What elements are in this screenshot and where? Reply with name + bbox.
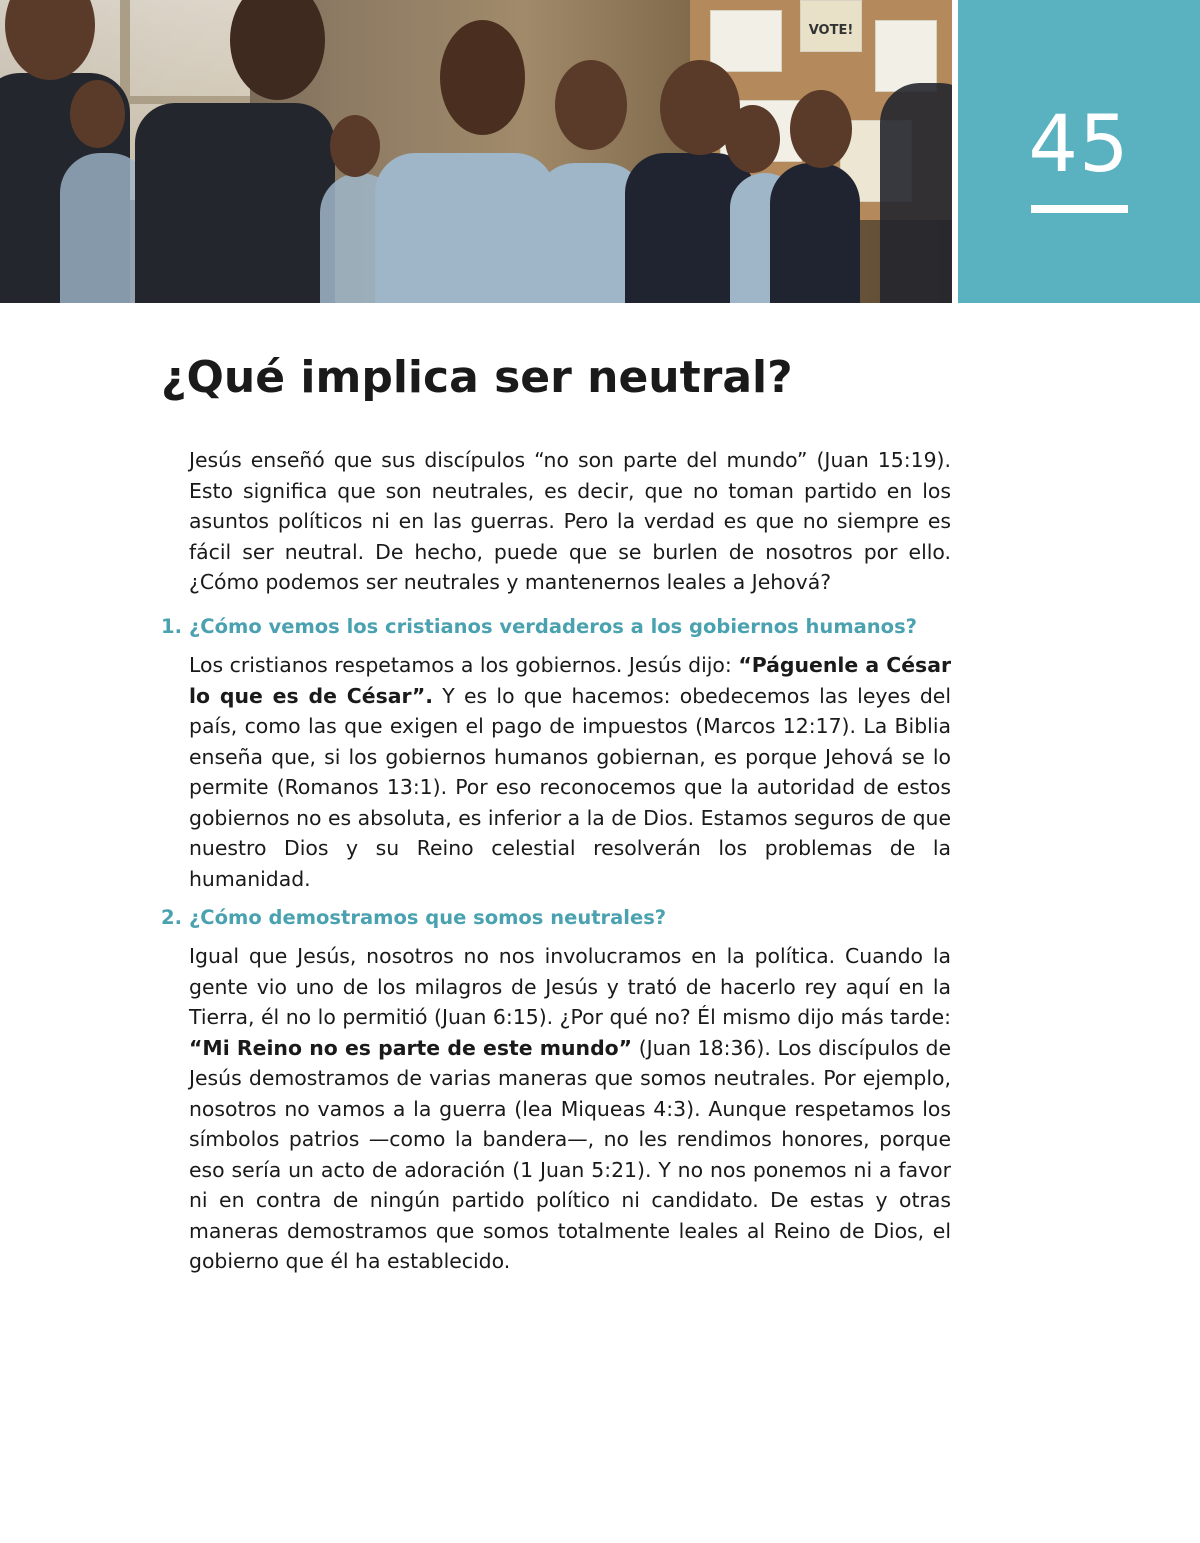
section-2-text-after: (Juan 18:36). Los discípulos de Jesús demostramos de varias maneras que somos neutrales. Por ejemplo, nosotros no vamos a la guerra (lea Miqueas 4:3). Aunque respetamos los símbolos patrios —como la bandera—, no les rendimos honores, porque eso sería un acto de adoración (1 Juan 5:21). Y no nos ponemos ni a favor ni en contra de ningún partido político ni candidato. De estas y otras maneras demostramos que somos totalmente leales al Reino de Dios, el gobierno que él ha establecido. (189, 1035, 952, 1273)
hero-photo (0, 0, 952, 303)
lesson-number-tab (958, 0, 1200, 303)
section-1-question-text: ¿Cómo vemos los cristianos verdaderos a los gobiernos humanos? (189, 615, 917, 638)
section-1-quote: “Páguenle a César lo que es de César”. (189, 653, 952, 708)
section-2-quote: “Mi Reino no es parte de este mundo” (189, 1035, 633, 1060)
intro-paragraph: Jesús enseñó que sus discípulos “no son parte del mundo” (Juan 15:19). Esto significa que son neutrales, es decir, que no toman partido en los asuntos políticos ni en las guerras. Pero la verdad es que no siempre es fácil ser neutral. De hecho, puede que se burlen de nosotros por ello. ¿Cómo podemos ser neutrales y mantenernos leales a Jehová? (189, 448, 951, 594)
section-2-paragraph (189, 941, 951, 1277)
section-2-question-text: ¿Cómo demostramos que somos neutrales? (189, 906, 667, 929)
section-1-text-after: Y es lo que hacemos: obedecemos las leyes del país, como las que exigen el pago de impuestos (Marcos 12:17). La Biblia enseña que, si los gobiernos humanos gobiernan, es porque Jehová se lo permite (Romanos 13:1). Por eso reconocemos que la autoridad de estos gobiernos no es absoluta, es inferior a la de Dios. Estamos seguros de que nuestro Dios y su Reino celestial resolverán los problemas de la humanidad. (189, 683, 952, 891)
section-2-question (161, 906, 961, 929)
section-2-text-before: Igual que Jesús, nosotros no nos involucramos en la política. Cuando la gente vio uno de los milagros de Jesús y trató de hacerlo rey aquí en la Tierra, él no lo permitió (Juan 6:15). ¿Por qué no? Él mismo dijo más tarde: (189, 944, 951, 1029)
section-1-number: 1. (161, 615, 182, 638)
page-title: ¿Qué implica ser neutral? (161, 352, 793, 403)
section-1-text-before: Los cristianos respetamos a los gobiernos. Jesús dijo: (189, 653, 739, 677)
vote-sign: VOTE! (808, 23, 854, 38)
section-1-question (161, 615, 961, 638)
lesson-number: 45 (1028, 100, 1130, 190)
section-2-number: 2. (161, 906, 182, 929)
section-1-paragraph (189, 650, 951, 894)
lesson-number-underline (1031, 205, 1128, 213)
